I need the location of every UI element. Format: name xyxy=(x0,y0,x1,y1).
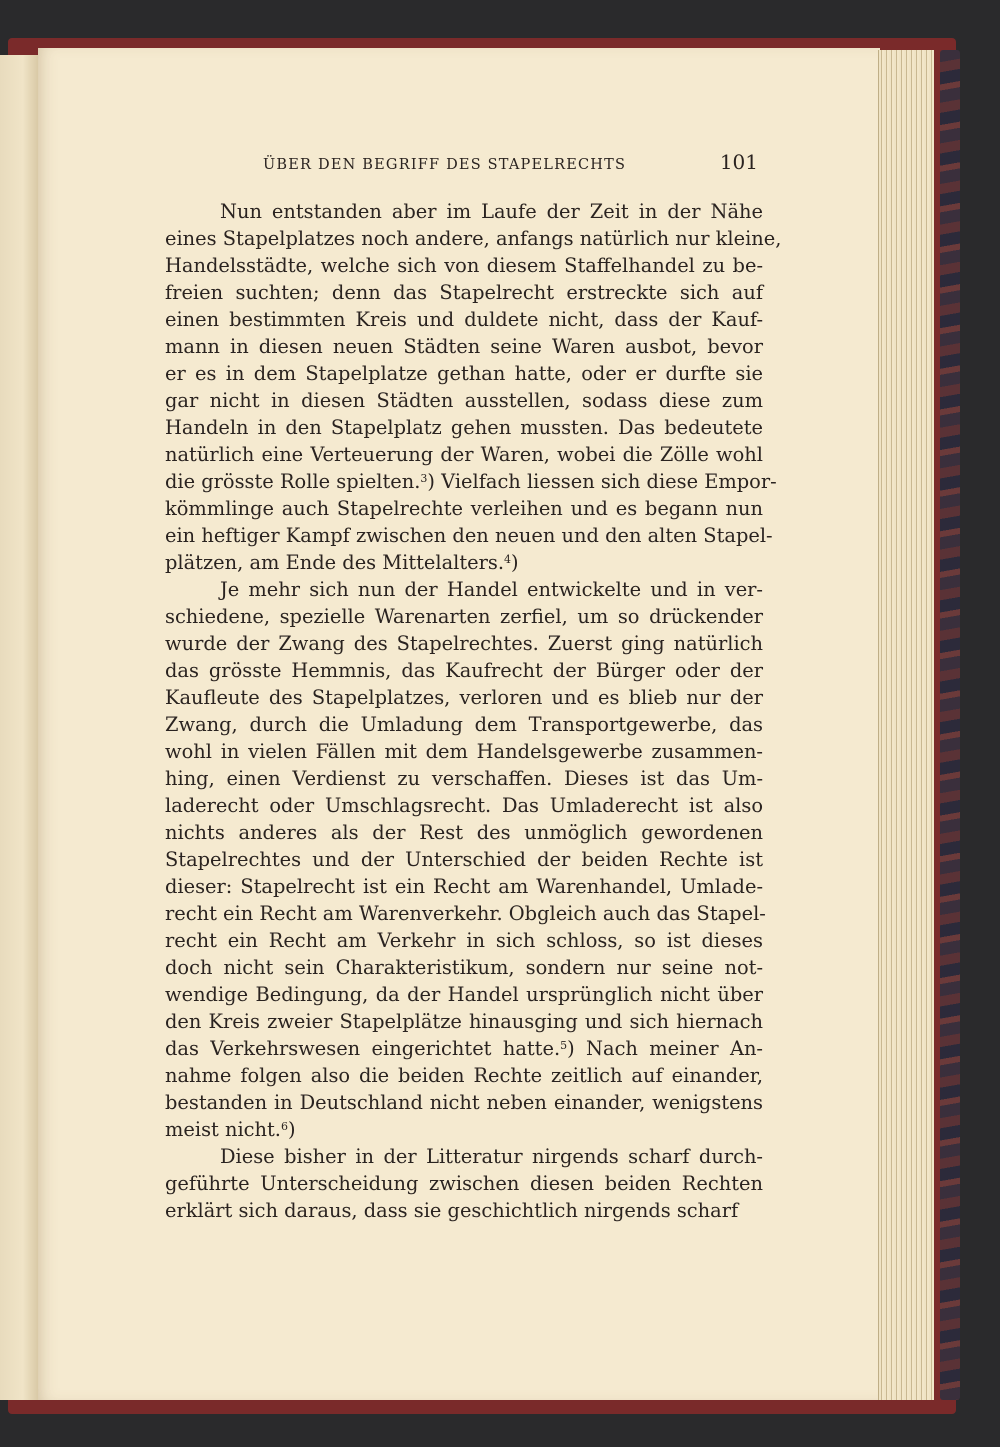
text-line: nichts anderes als der Rest des unmöglich gewordenen xyxy=(165,821,763,844)
text-line: Nun entstanden aber im Laufe der Zeit in der Nähe xyxy=(220,200,763,223)
page-header xyxy=(263,150,758,174)
text-line: meist nicht.$^6$) xyxy=(165,1118,296,1141)
text-line: eines Stapelplatzes noch andere, anfangs natürlich nur kleine, xyxy=(165,227,782,250)
text-line: Je mehr sich nun der Handel entwickelte und in ver- xyxy=(220,578,763,601)
running-title: ÜBER DEN BEGRIFF DES STAPELRECHTS xyxy=(263,157,627,173)
facing-page-edge xyxy=(0,55,38,1400)
text-line: einen bestimmten Kreis und duldete nicht, dass der Kauf- xyxy=(165,308,763,331)
text-line: Handeln in den Stapelplatz gehen mussten. Das bedeutete xyxy=(165,416,763,439)
text-line: bestanden in Deutschland nicht neben einander, wenigstens xyxy=(165,1091,763,1114)
text-line: das Verkehrswesen eingerichtet hatte.$^5$) Nach meiner An- xyxy=(165,1037,763,1060)
text-line: er es in dem Stapelplatze gethan hatte, oder er durfte sie xyxy=(165,362,763,385)
text-line: schiedene, spezielle Warenarten zerfiel, um so drückender xyxy=(165,605,763,628)
body-text xyxy=(165,198,782,1224)
text-line: wendige Bedingung, da der Handel ursprünglich nicht über xyxy=(165,983,763,1006)
text-line: mann in diesen neuen Städten seine Waren ausbot, bevor xyxy=(165,335,763,358)
text-line: ein heftiger Kampf zwischen den neuen und den alten Stapel- xyxy=(165,524,773,547)
text-line: Handelsstädte, welche sich von diesem Staffelhandel zu be- xyxy=(165,254,763,277)
text-line: plätzen, am Ende des Mittelalters.$^4$) xyxy=(165,551,519,574)
text-line: wurde der Zwang des Stapelrechtes. Zuerst ging natürlich xyxy=(165,632,763,655)
text-line: hing, einen Verdienst zu verschaffen. Dieses ist das Um- xyxy=(165,767,763,790)
text-line: recht ein Recht am Verkehr in sich schloss, so ist dieses xyxy=(165,929,763,952)
text-line: die grösste Rolle spielten.$^3$) Vielfach liessen sich diese Empor- xyxy=(165,470,777,493)
text-line: laderecht oder Umschlagsrecht. Das Umladerecht ist also xyxy=(165,794,763,817)
text-line: Stapelrechtes und der Unterschied der beiden Rechte ist xyxy=(165,848,763,871)
page-stack-edge xyxy=(878,50,934,1400)
text-line: Kaufleute des Stapelplatzes, verloren und es blieb nur der xyxy=(165,686,763,709)
text-line: gar nicht in diesen Städten ausstellen, sodass diese zum xyxy=(165,389,763,412)
text-line: natürlich eine Verteuerung der Waren, wobei die Zölle wohl xyxy=(165,443,763,466)
text-line: Zwang, durch die Umladung dem Transportgewerbe, das xyxy=(165,713,763,736)
text-line: Diese bisher in der Litteratur nirgends scharf durch- xyxy=(220,1145,763,1168)
text-line: freien suchten; denn das Stapelrecht erstreckte sich auf xyxy=(165,281,763,304)
text-line: dieser: Stapelrecht ist ein Recht am Warenhandel, Umlade- xyxy=(165,875,763,898)
text-line: erklärt sich daraus, dass sie geschichtlich nirgends scharf xyxy=(165,1199,739,1222)
text-line: das grösste Hemmnis, das Kaufrecht der Bürger oder der xyxy=(165,659,763,682)
text-line: nahme folgen also die beiden Rechte zeitlich auf einander, xyxy=(165,1064,763,1087)
text-line: kömmlinge auch Stapelrechte verleihen und es begann nun xyxy=(165,497,763,520)
text-line: doch nicht sein Charakteristikum, sondern nur seine not- xyxy=(165,956,763,979)
page-number: 101 xyxy=(719,150,758,174)
text-line: wohl in vielen Fällen mit dem Handelsgewerbe zusammen- xyxy=(165,740,763,763)
text-line: geführte Unterscheidung zwischen diesen beiden Rechten xyxy=(165,1172,763,1195)
marbled-cover xyxy=(940,50,960,1400)
text-line: recht ein Recht am Warenverkehr. Obgleich auch das Stapel- xyxy=(165,902,766,925)
text-line: den Kreis zweier Stapelplätze hinausging und sich hiernach xyxy=(165,1010,763,1033)
